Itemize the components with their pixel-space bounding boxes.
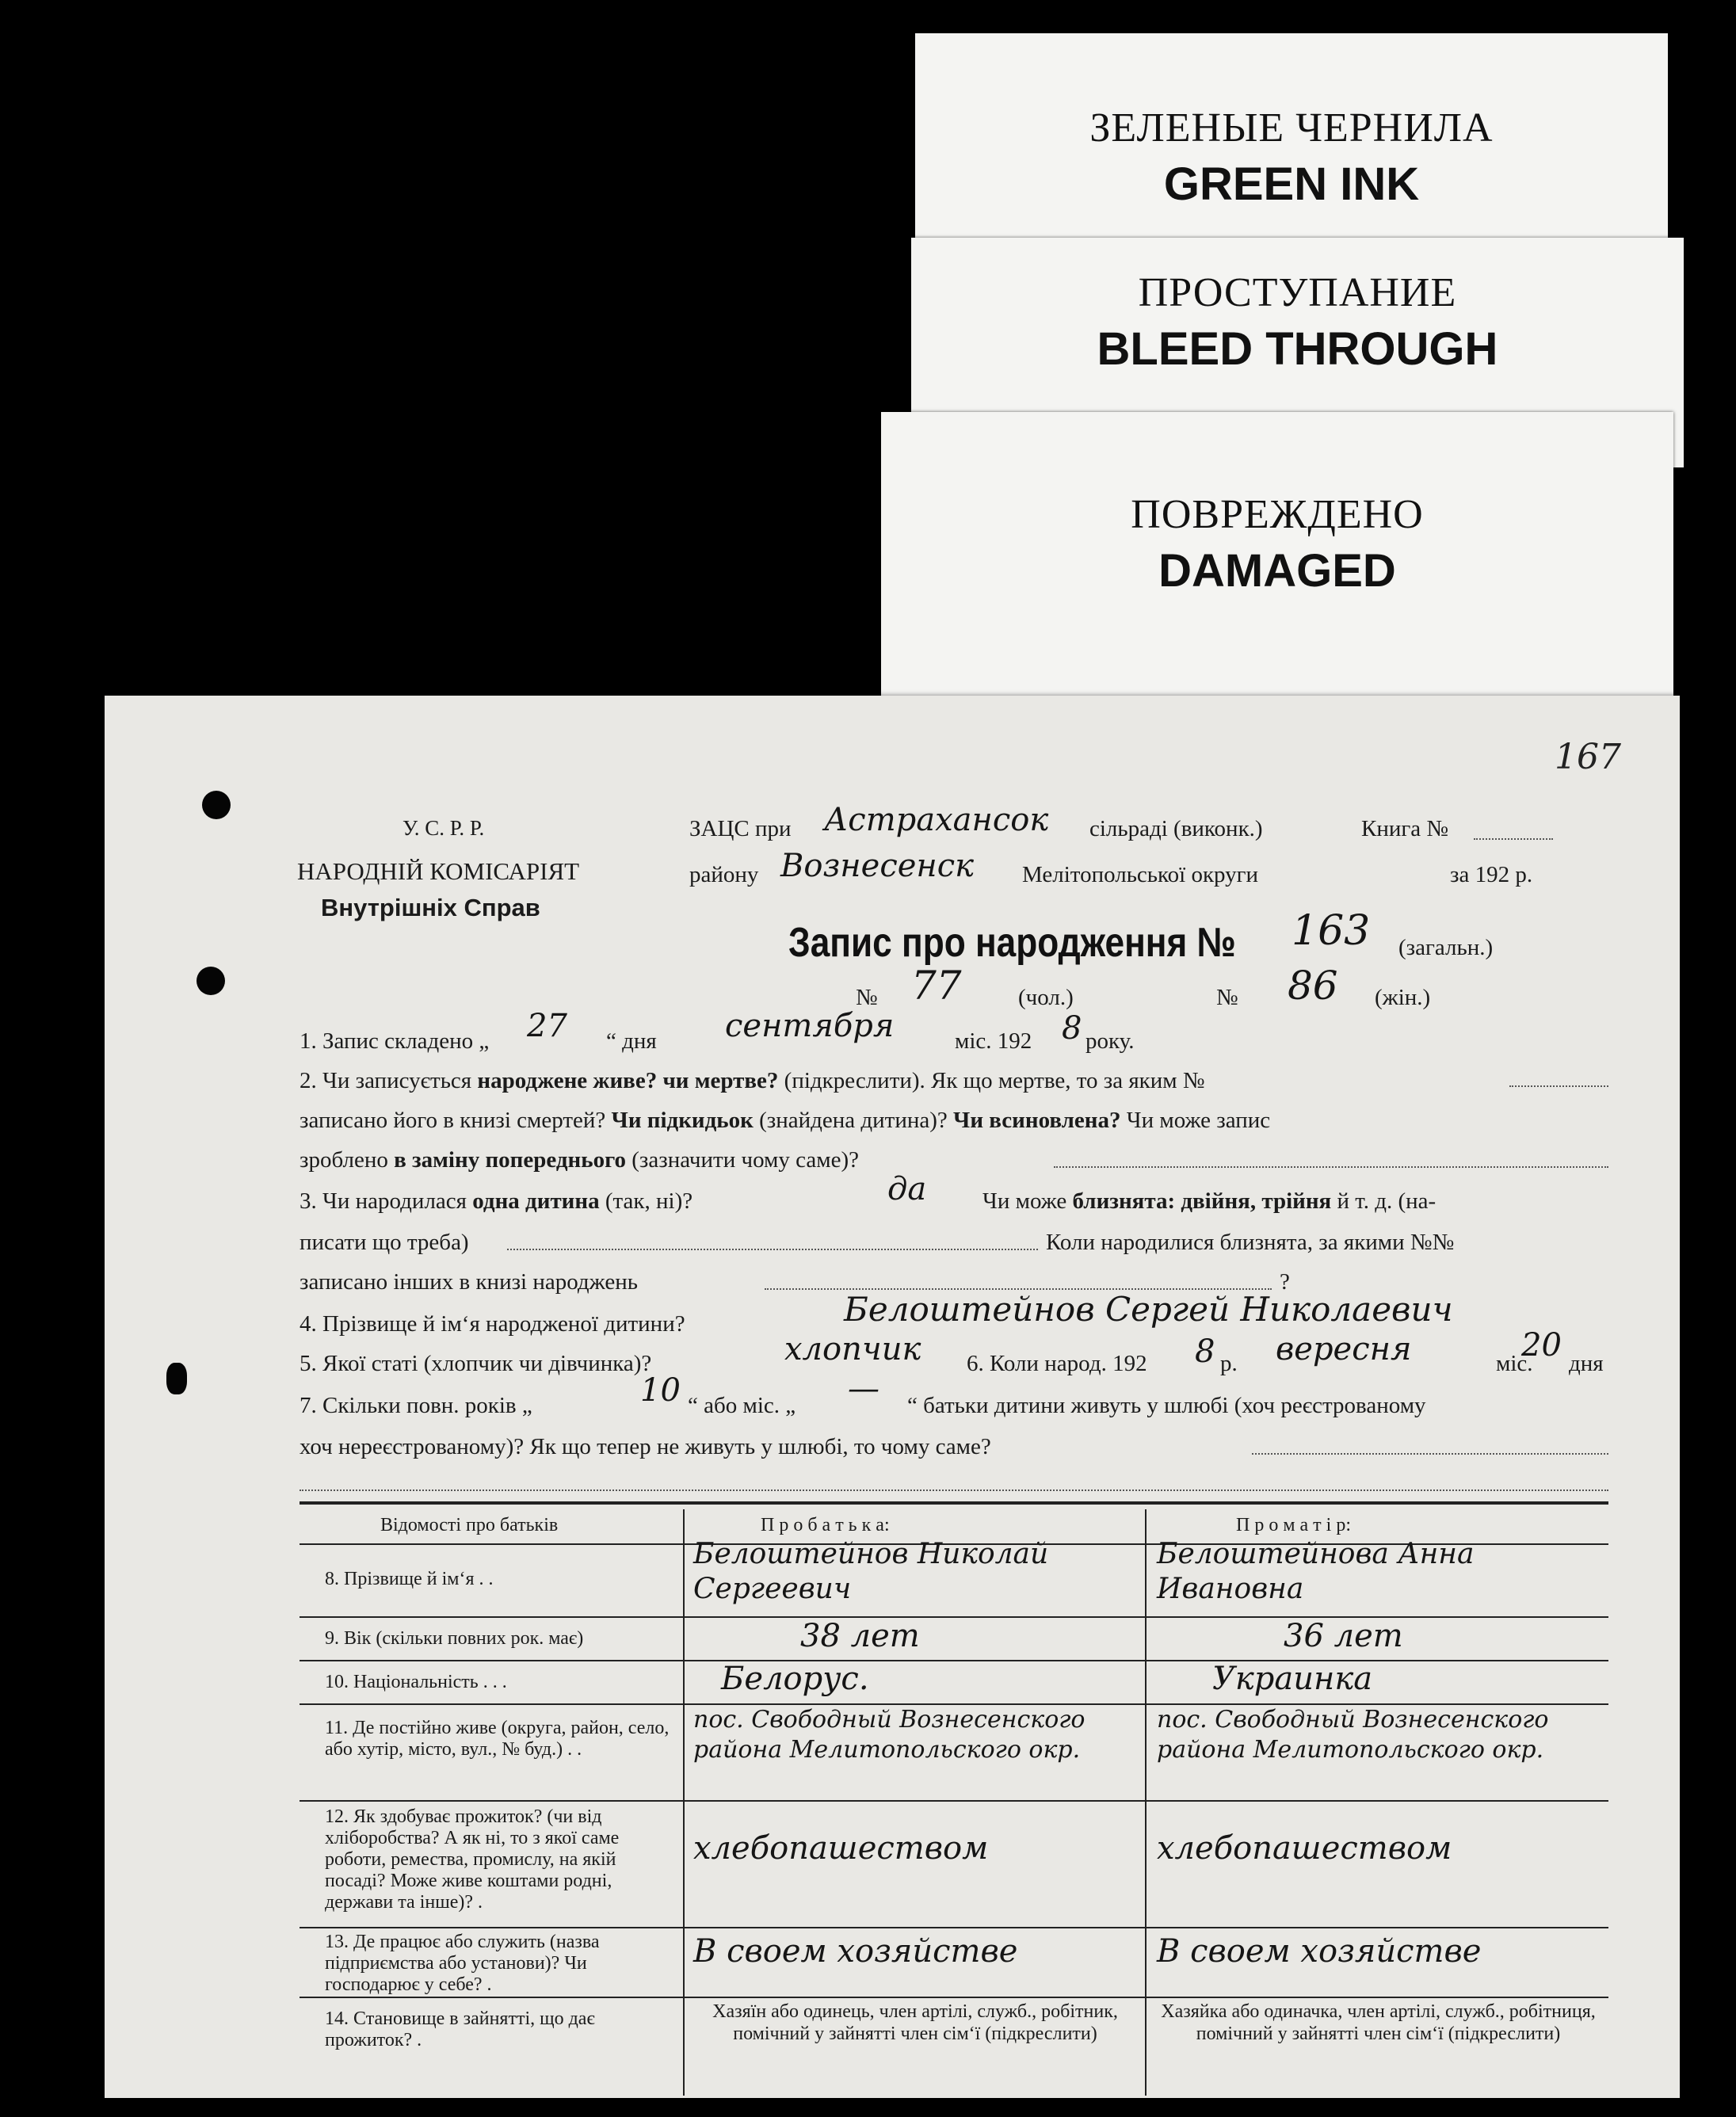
- female-number-label: №: [1216, 985, 1238, 1010]
- label-en: GREEN INK: [1163, 158, 1420, 210]
- q4-child-name: Белоштейнов Сергей Николаевич: [844, 1290, 1453, 1329]
- q3-line2a: писати що треба): [300, 1230, 469, 1255]
- q3-line3a: записано інших в книзі народжень: [300, 1269, 638, 1295]
- q1-label: 1. Запис складено „: [300, 1028, 490, 1054]
- mother-header: П р о м а т і р:: [1236, 1515, 1351, 1535]
- father-occupation: хлебопашеством: [693, 1830, 989, 1867]
- table-row-label: 10. Національність . . .: [325, 1672, 507, 1692]
- mother-residence: пос. Свободный Вознесенского района Мелитопольского окр.: [1157, 1706, 1549, 1764]
- table-row-label: 13. Де працює або служить (назва підприємства або установи)? Чи господарює у себе? .: [325, 1932, 600, 1995]
- mother-workplace: В своем хозяйстве: [1157, 1933, 1482, 1970]
- table-row-rule: [300, 1616, 1608, 1618]
- q7-label-c: “ батьки дитини живуть у шлюбі (хоч реєстрованому: [907, 1393, 1426, 1418]
- male-number-label: №: [856, 985, 878, 1010]
- father-name: Белоштейнов Николай Сергеевич: [693, 1538, 1049, 1605]
- q3-line3b: ?: [1280, 1269, 1290, 1295]
- table-row-label: 8. Прізвище й ім‘я . .: [325, 1569, 494, 1589]
- label-ru: ЗЕЛЕНЫЕ ЧЕРНИЛА: [1089, 105, 1494, 151]
- okruga-label: Мелітопольської округи: [1022, 862, 1259, 887]
- q6-day: 20: [1521, 1327, 1562, 1364]
- q6-dnya: дня: [1569, 1351, 1604, 1376]
- record-title: Запис про народження №: [788, 920, 1236, 966]
- q6-mis: міс.: [1496, 1351, 1533, 1376]
- table-row-rule: [300, 1997, 1608, 1998]
- q2-line3-dots: [1054, 1166, 1608, 1168]
- dept-heading: Внутрішніх Справ: [321, 894, 540, 921]
- q1-day: 27: [527, 1008, 567, 1044]
- label-en: DAMAGED: [1158, 545, 1396, 597]
- q3-line1a: 3. Чи народилася одна дитина (так, ні)?: [300, 1188, 693, 1214]
- q7-years: 10: [640, 1372, 681, 1409]
- q2-line2: записано його в книзі смертей? Чи підкидьок (знайдена дитина)? Чи всиновлена? Чи може запис: [300, 1108, 1271, 1133]
- q7-label-a: 7. Скільки повн. років „: [300, 1393, 532, 1418]
- q2-dots: [1509, 1085, 1608, 1087]
- table-row-label: 12. Як здобуває прожиток? (чи від хліборобства? А як ні, то з якої саме роботи, ремества, промислу, на якій посаді? Може живе коштами родні, держави та інше)? .: [325, 1806, 620, 1913]
- q1-year: 8: [1062, 1010, 1082, 1047]
- blank-line-dots: [300, 1490, 1608, 1491]
- q7-label-b: “ або міс. „: [688, 1393, 796, 1418]
- commissariat-heading: НАРОДНІЙ КОМІСАРІЯТ: [297, 857, 580, 885]
- father-status: Хазяїн або одинець, член артілі, служб., робітник, помічний у зайнятті член сім‘ї (підкреслити): [712, 2001, 1118, 2044]
- father-header: П р о б а т ь к а:: [761, 1515, 890, 1535]
- male-number-handwritten: 77: [911, 963, 962, 1009]
- table-row-rule: [300, 1660, 1608, 1661]
- book-dots: [1474, 838, 1553, 840]
- q2-line1: 2. Чи записується народжене живе? чи мертве? (підкреслити). Як що мертве, то за яким №: [300, 1068, 1205, 1093]
- damage-hole: [166, 1363, 187, 1394]
- table-row-rule: [300, 1800, 1608, 1802]
- raion-handwritten: Вознесенск: [780, 848, 975, 884]
- label-en: BLEED THROUGH: [1097, 323, 1498, 375]
- label-ru: ПРОСТУПАНИЕ: [1138, 270, 1457, 315]
- record-number-suffix: (загальн.): [1398, 935, 1494, 960]
- q1-suffix: року.: [1085, 1028, 1135, 1054]
- table-row-label: 11. Де постійно живе (округа, район, село, або хутір, місто, вул., № буд.) . .: [325, 1718, 670, 1760]
- q6-month: вересня: [1276, 1331, 1412, 1367]
- q5-label: 5. Якої статі (хлопчик чи дівчинка)?: [300, 1351, 652, 1376]
- book-label: Книга №: [1361, 816, 1449, 841]
- mother-occupation: хлебопашеством: [1157, 1830, 1452, 1867]
- table-row-label: 9. Вік (скільки повних рок. має): [325, 1628, 584, 1649]
- damaged-label: [881, 412, 1673, 697]
- mother-nationality: Украинка: [1212, 1661, 1373, 1697]
- selradi-label: сільраді (виконк.): [1089, 816, 1263, 841]
- q3-line1b: Чи може близнята: двійня, трійня й т. д. (на-: [982, 1188, 1436, 1214]
- q2-line3: зроблено в заміну попереднього (зазначити чому саме)?: [300, 1147, 859, 1173]
- table-row-label: 14. Становище в зайнятті, що дає прожиток? .: [325, 2008, 595, 2050]
- table-row-rule: [300, 1927, 1608, 1928]
- father-nationality: Белорус.: [721, 1661, 869, 1697]
- record-number-handwritten: 163: [1292, 907, 1371, 955]
- q1-day-suffix: “ дня: [606, 1028, 657, 1054]
- q3-handwritten: да: [887, 1171, 927, 1207]
- mother-name: Белоштейнова Анна Ивановна: [1157, 1538, 1475, 1605]
- q6-r: р.: [1220, 1351, 1238, 1376]
- mother-status: Хазяйка або одиначка, член артілі, служб., робітниця, помічний у зайнятті член сім‘ї (підкреслити): [1161, 2001, 1596, 2044]
- father-workplace: В своем хозяйстве: [693, 1933, 1018, 1970]
- table-col-rule: [683, 1509, 685, 2096]
- year-label: за 192 р.: [1450, 862, 1533, 887]
- zags-label: ЗАЦС при: [689, 816, 792, 841]
- q7-months: —: [848, 1371, 879, 1407]
- q6-year: 8: [1195, 1333, 1215, 1370]
- father-age: 38 лет: [800, 1618, 920, 1654]
- q5-sex: хлопчик: [784, 1331, 921, 1367]
- page-number: 167: [1555, 737, 1621, 777]
- usrr-heading: У. С. Р. Р.: [403, 816, 485, 840]
- zags-handwritten: Астрахансок: [824, 802, 1049, 838]
- table-col-rule: [1145, 1509, 1147, 2096]
- female-number-handwritten: 86: [1288, 963, 1338, 1009]
- raion-label: району: [689, 862, 759, 887]
- punch-hole: [196, 967, 225, 995]
- table-col-header: Відомості про батьків: [380, 1515, 559, 1535]
- label-ru: ПОВРЕЖДЕНО: [1131, 492, 1424, 537]
- table-top-rule: [300, 1501, 1608, 1505]
- q3-dots: [507, 1249, 1038, 1250]
- q1-month: сентября: [725, 1008, 895, 1044]
- q6-label: 6. Коли народ. 192: [967, 1351, 1147, 1376]
- q4-label: 4. Прізвище й ім‘я народженої дитини?: [300, 1311, 685, 1337]
- q3-line2b: Коли народилися близнята, за якими №№: [1046, 1230, 1455, 1255]
- female-number-suffix: (жін.): [1375, 985, 1431, 1010]
- father-residence: пос. Свободный Вознесенского района Мелитопольского окр.: [693, 1706, 1085, 1764]
- mother-age: 36 лет: [1284, 1618, 1403, 1654]
- male-number-suffix: (чол.): [1018, 985, 1074, 1010]
- q7-dots: [1252, 1453, 1608, 1455]
- q1-year-prefix: міс. 192: [955, 1028, 1032, 1054]
- q7-line2: хоч нереєстрованому)? Як що тепер не живуть у шлюбі, то чому саме?: [300, 1434, 991, 1459]
- punch-hole: [202, 791, 231, 819]
